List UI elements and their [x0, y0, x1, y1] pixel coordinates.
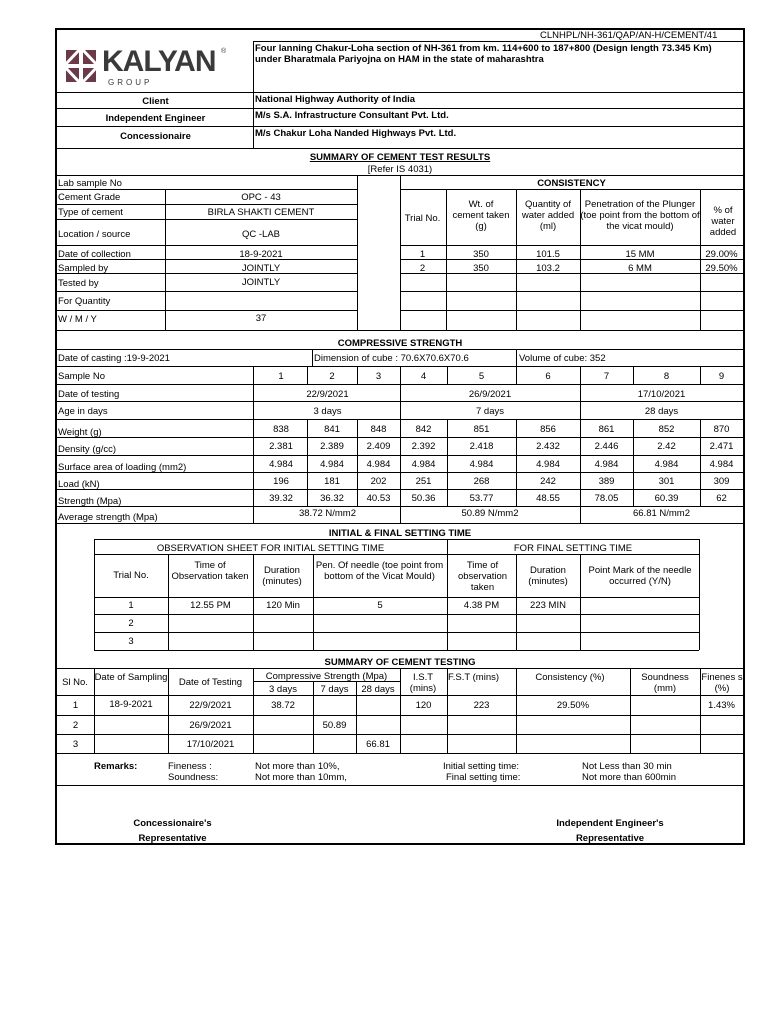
strength-cell: 39.32 [269, 493, 293, 504]
logo-registered-mark: ® [221, 48, 227, 55]
wmy-label: W / M / Y [58, 314, 97, 325]
grid-line [580, 554, 581, 650]
summary-header-consistency: Consistency (%) [535, 672, 605, 683]
consistency-header-weight: Wt. of cement taken (g) [452, 199, 510, 232]
type-of-cement-value: BIRLA SHAKTI CEMENT [207, 207, 315, 218]
consistency-row-2-percent: 29.50% [705, 263, 738, 274]
final-setting-subtitle: FOR FINAL SETTING TIME [513, 543, 633, 554]
average-strength-3day: 38.72 N/mm2 [298, 508, 357, 519]
grid-line [630, 668, 631, 753]
cube-dimension: Dimension of cube : 70.6X70.6X70.6 [314, 353, 469, 364]
density-cell: 2.381 [269, 441, 293, 452]
summary-cell: 18-9-2021 [109, 699, 153, 710]
summary-header-28days: 28 days [361, 684, 395, 695]
surface-area-cell: 4.984 [269, 459, 293, 470]
weight-cell: 838 [273, 424, 289, 435]
surface-area-cell: 4.984 [654, 459, 679, 470]
consistency-row-1-water: 101.5 [536, 249, 560, 260]
project-title: Four lanning Chakur-Loha section of NH-361 from km. 114+600 to 187+800 (Design length 73.345 Km) under Bharatmala Pariyojna on HAM in the state of maharashtra [255, 43, 712, 65]
consistency-header-penetration: Penetration of the Plunger (toe point from the bottom of the vicat mould) [580, 199, 700, 232]
grid-line [253, 366, 254, 523]
strength-cell: 60.39 [654, 493, 679, 504]
setting-cell: 120 Min [266, 600, 300, 611]
density-cell: 2.418 [469, 441, 494, 452]
weight-label: Weight (g) [58, 427, 102, 438]
grid-line [400, 291, 743, 292]
client-value: National Highway Authority of India [255, 94, 416, 105]
logo-name: KALYAN [102, 45, 216, 78]
summary-title: SUMMARY OF CEMENT TEST RESULTS [309, 152, 491, 163]
average-strength-7day: 50.89 N/mm2 [461, 508, 519, 519]
summary-header-3days: 3 days [269, 684, 297, 695]
weight-cell: 861 [598, 424, 615, 435]
consistency-row-2-water: 103.2 [536, 263, 560, 274]
summary-header-7days: 7 days [320, 684, 349, 695]
testing-date-7day: 26/9/2021 [468, 389, 512, 400]
cement-grade-value: OPC - 43 [241, 192, 281, 203]
surface-area-cell: 4.984 [366, 459, 391, 470]
summary-cell: 223 [473, 700, 490, 711]
summary-header-compressive: Compressive Strength (Mpa) [265, 671, 388, 682]
concessionaire-value: M/s Chakur Loha Nanded Highways Pvt. Ltd. [255, 128, 457, 139]
grid-line [94, 650, 699, 651]
weight-cell: 842 [415, 424, 432, 435]
weight-cell: 856 [540, 424, 556, 435]
cement-grade-label: Cement Grade [58, 192, 121, 203]
date-of-collection-value: 18-9-2021 [239, 249, 283, 260]
grid-line [55, 245, 357, 246]
consistency-header-trial: Trial No. [404, 213, 441, 224]
age-3day: 3 days [313, 406, 342, 417]
setting-header-time-final: Time of observation taken [457, 560, 508, 593]
density-cell: 2.409 [366, 441, 391, 452]
strength-cell: 50.36 [411, 493, 436, 504]
grid-line [55, 92, 745, 93]
age-7day: 7 days [476, 406, 504, 417]
location-label: Location / source [58, 229, 131, 240]
grid-line [516, 349, 517, 366]
setting-cell: 2 [128, 618, 134, 629]
summary-cell: 1.43% [708, 700, 735, 711]
grid-line [55, 523, 745, 524]
setting-header-duration-initial: Duration (minutes) [262, 565, 302, 587]
weight-cell: 852 [658, 424, 675, 435]
load-label: Load (kN) [58, 479, 100, 490]
sample-no-cell: 7 [603, 371, 610, 382]
tested-by-label: Tested by [58, 278, 99, 289]
grid-line [357, 175, 358, 330]
grid-line [400, 245, 743, 246]
setting-cell: 12.55 PM [190, 600, 231, 611]
grid-line [253, 41, 745, 42]
summary-header-testing: Date of Testing [178, 677, 243, 688]
setting-header-point-mark: Point Mark of the needle occurred (Y/N) [588, 565, 692, 587]
grid-line [699, 539, 700, 650]
consistency-title: CONSISTENCY [537, 178, 606, 189]
sample-no-label: Sample No [58, 371, 105, 382]
ie-signature: Independent Engineer's [556, 818, 664, 829]
summary-cell: 29.50% [556, 700, 590, 711]
surface-area-cell: 4.984 [709, 459, 734, 470]
strength-cell: 48.55 [536, 493, 560, 504]
document-reference: CLNHPL/NH-361/QAP/AN-H/CEMENT/41 [540, 30, 718, 41]
for-quantity-label: For Quantity [58, 296, 111, 307]
sample-no-cell: 3 [375, 371, 382, 382]
load-cell: 309 [713, 476, 730, 487]
strength-cell: 62 [716, 493, 727, 504]
grid-line [55, 219, 357, 220]
concessionaire-label: Concessionaire [120, 131, 191, 142]
independent-engineer-label: Independent Engineer [105, 113, 206, 124]
kalyan-logo [64, 46, 244, 90]
setting-cell: 4.38 PM [463, 600, 500, 611]
lab-sample-label: Lab sample No [58, 178, 122, 189]
density-cell: 2.392 [411, 441, 436, 452]
consistency-row-2-penetration: 6 MM [628, 263, 652, 274]
grid-line [55, 310, 357, 311]
summary-cell: 22/9/2021 [189, 700, 232, 711]
age-28day: 28 days [644, 406, 679, 417]
strength-cell: 40.53 [366, 493, 391, 504]
grid-line [55, 148, 745, 149]
summary-header-ist: I.S.T (mins) [409, 672, 437, 694]
location-value: QC -LAB [241, 229, 280, 240]
grid-line [55, 349, 745, 350]
sample-no-cell: 6 [545, 371, 551, 382]
remarks-label: Remarks: [94, 761, 138, 772]
date-of-casting: Date of casting :19-9-2021 [58, 353, 170, 364]
surface-area-cell: 4.984 [469, 459, 494, 470]
client-label: Client [142, 96, 169, 107]
surface-area-cell: 4.984 [411, 459, 436, 470]
grid-line [55, 753, 745, 754]
consistency-header-percent: % of water added [709, 205, 737, 238]
grid-line [55, 330, 745, 331]
density-cell: 2.446 [594, 441, 619, 452]
remarks-fineness-value: Not more than 10%, [255, 761, 340, 772]
setting-header-time-initial: Time of Observation taken [171, 560, 249, 582]
sample-no-cell: 4 [420, 371, 427, 382]
independent-engineer-value: M/s S.A. Infrastructure Consultant Pvt. Ltd. [255, 110, 449, 121]
strength-cell: 36.32 [320, 493, 344, 504]
surface-area-cell: 4.984 [536, 459, 560, 470]
density-label: Density (g/cc) [58, 444, 117, 455]
load-cell: 301 [658, 476, 675, 487]
strength-cell: 53.77 [469, 493, 494, 504]
remarks-soundness-label: Soundness: [168, 772, 219, 783]
date-of-testing-label: Date of testing [58, 389, 120, 400]
strength-cell: 78.05 [594, 493, 619, 504]
concessionaire-signature: Concessionaire's [133, 818, 212, 829]
summary-cell: 17/10/2021 [186, 739, 235, 750]
weight-cell: 870 [713, 424, 730, 435]
grid-line [94, 554, 699, 555]
load-cell: 242 [540, 476, 556, 487]
refer-standard: [Refer IS 4031) [367, 164, 433, 175]
remarks-fst-value: Not more than 600min [582, 772, 676, 783]
age-in-days-label: Age in days [58, 406, 108, 417]
remarks-fst-label: Final setting time: [446, 772, 521, 783]
setting-time-title: INITIAL & FINAL SETTING TIME [328, 528, 472, 539]
sampled-by-label: Sampled by [58, 263, 109, 274]
summary-cell: 3 [72, 739, 79, 750]
grid-line [55, 108, 745, 109]
summary-testing-title: SUMMARY OF CEMENT TESTING [324, 657, 476, 668]
ie-signature-role: Representative [575, 833, 645, 844]
grid-line [55, 189, 357, 190]
surface-area-cell: 4.984 [594, 459, 619, 470]
surface-area-label: Surface area of loading (mm2) [58, 462, 187, 473]
consistency-header-water: Quantity of water added (ml) [521, 199, 575, 232]
sample-no-cell: 2 [329, 371, 335, 382]
load-cell: 268 [473, 476, 490, 487]
setting-header-trial: Trial No. [113, 570, 149, 581]
grid-line [400, 189, 743, 190]
summary-cell: 120 [415, 700, 432, 711]
type-of-cement-label: Type of cement [58, 207, 123, 218]
setting-cell: 3 [128, 636, 134, 647]
sample-no-cell: 8 [663, 371, 670, 382]
consistency-row-1-weight: 350 [473, 249, 489, 260]
grid-line [55, 204, 357, 205]
load-cell: 251 [415, 476, 432, 487]
grid-line [400, 310, 743, 311]
density-cell: 2.389 [320, 441, 344, 452]
grid-line [94, 614, 699, 615]
setting-header-penetration: Pen. Of needle (toe point from bottom of the Vicat Mould) [315, 560, 444, 582]
summary-cell: 38.72 [271, 700, 295, 711]
testing-date-28day: 17/10/2021 [637, 389, 686, 400]
average-strength-label: Average strength (Mpa) [58, 512, 158, 523]
grid-line [447, 539, 448, 650]
setting-cell: 1 [128, 600, 134, 611]
average-strength-28day: 66.81 N/mm2 [632, 508, 691, 519]
consistency-row-1-penetration: 15 MM [625, 249, 655, 260]
grid-line [94, 539, 699, 540]
load-cell: 181 [324, 476, 340, 487]
load-cell: 196 [273, 476, 289, 487]
summary-header-sampling: Date of Sampling [94, 672, 168, 683]
sample-no-cell: 1 [278, 371, 284, 382]
grid-line [94, 632, 699, 633]
grid-line [94, 539, 95, 650]
weight-cell: 848 [370, 424, 387, 435]
grid-line [55, 126, 745, 127]
concessionaire-signature-role: Representative [138, 833, 207, 844]
density-cell: 2.42 [657, 441, 676, 452]
load-cell: 389 [598, 476, 615, 487]
weight-cell: 851 [473, 424, 490, 435]
summary-cell: 66.81 [366, 739, 390, 750]
setting-cell: 223 MIN [530, 600, 566, 611]
summary-cell: 1 [72, 700, 79, 711]
cube-volume: Volume of cube: 352 [519, 353, 606, 364]
testing-date-3day: 22/9/2021 [306, 389, 349, 400]
setting-cell: 5 [377, 600, 383, 611]
date-of-collection-label: Date of collection [58, 249, 131, 260]
sampled-by-value: JOINTLY [241, 263, 281, 274]
compressive-title: COMPRESSIVE STRENGTH [337, 338, 463, 349]
consistency-row-1-trial: 1 [419, 249, 426, 260]
sample-no-cell: 5 [478, 371, 485, 382]
surface-area-cell: 4.984 [320, 459, 344, 470]
remarks-soundness-value: Not more than 10mm, [255, 772, 347, 783]
summary-header-soundness: Soundness (mm) [641, 672, 689, 694]
summary-cell: 2 [72, 720, 79, 731]
consistency-row-1-percent: 29.00% [705, 249, 738, 260]
grid-line [55, 291, 357, 292]
weight-cell: 841 [324, 424, 340, 435]
grid-line [312, 349, 313, 366]
remarks-ist-value: Not Less than 30 min [582, 761, 672, 772]
load-cell: 202 [370, 476, 387, 487]
grid-line [94, 597, 699, 598]
sample-no-cell: 9 [718, 371, 725, 382]
consistency-row-2-trial: 2 [419, 263, 426, 274]
summary-cell: 50.89 [322, 720, 347, 731]
grid-line [55, 785, 745, 786]
tested-by-value: JOINTLY [241, 277, 281, 288]
remarks-fineness-label: Fineness : [168, 761, 212, 772]
density-cell: 2.432 [536, 441, 560, 452]
summary-header-fineness: Finenes s (%) [701, 672, 743, 694]
initial-setting-subtitle: OBSERVATION SHEET FOR INITIAL SETTING TIME [156, 543, 385, 554]
wmy-value: 37 [255, 313, 267, 324]
strength-label: Strength (Mpa) [58, 496, 122, 507]
summary-header-sl: Sl No. [62, 677, 88, 688]
remarks-ist-label: Initial setting time: [443, 761, 520, 772]
consistency-row-2-weight: 350 [473, 263, 489, 274]
summary-cell: 26/9/2021 [189, 720, 232, 731]
summary-header-fst: F.S.T (mins) [448, 672, 500, 683]
setting-header-duration-final: Duration (minutes) [528, 565, 568, 587]
logo-group: GROUP [108, 78, 153, 87]
density-cell: 2.471 [709, 441, 734, 452]
logo-mark-icon [64, 48, 98, 84]
